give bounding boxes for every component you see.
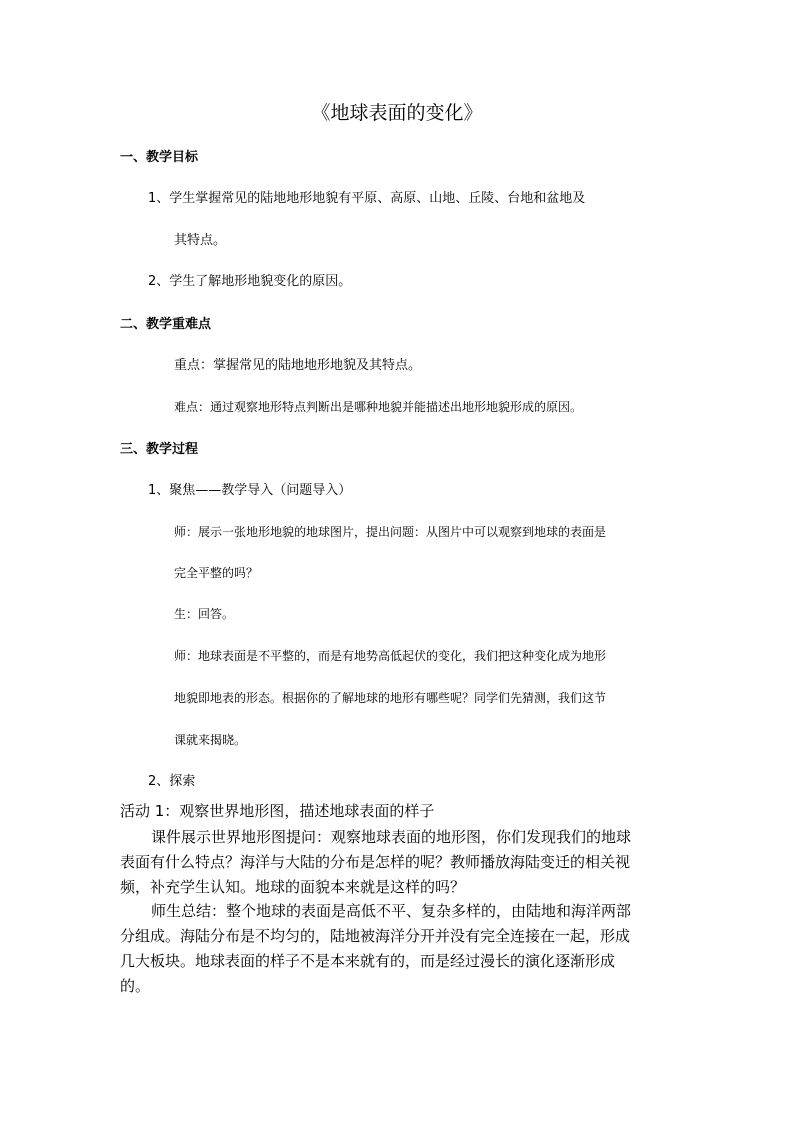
step-2-heading: 2、探索 (148, 774, 196, 789)
courseware-paragraph-line-2: 表面有什么特点？海洋与大陆的分布是怎样的呢？教师播放海陆变迁的相关视 (120, 853, 631, 871)
summary-paragraph-line-1: 师生总结：整个地球的表面是高低不平、复杂多样的，由陆地和海洋两部 (151, 902, 632, 920)
document-title: 《地球表面的变化》 (311, 102, 483, 124)
step-1-heading: 1、聚焦——教学导入（问题导入） (148, 483, 352, 498)
key-point: 重点：掌握常见的陆地地形地貌及其特点。 (174, 358, 422, 373)
objective-2: 2、学生了解地形地貌变化的原因。 (148, 274, 352, 289)
summary-paragraph-line-4: 的。 (120, 977, 151, 995)
teacher-explanation-line-3: 课就来揭晓。 (174, 733, 247, 747)
objective-1-line-1: 1、学生掌握常见的陆地地形地貌有平原、高原、山地、丘陵、台地和盆地及 (148, 191, 586, 206)
section-3-heading: 三、教学过程 (120, 442, 199, 457)
objective-1-line-2: 其特点。 (174, 233, 227, 248)
section-1-heading: 一、教学目标 (120, 150, 199, 165)
section-2-heading: 二、教学重难点 (120, 317, 212, 332)
activity-1-title: 活动 1：观察世界地形图，描述地球表面的样子 (120, 802, 435, 820)
teacher-explanation-line-1: 师：地球表面是不平整的，而是有地势高低起伏的变化，我们把这种变化成为地形 (174, 649, 607, 663)
difficult-point: 难点：通过观察地形特点判断出是哪种地貌并能描述出地形地貌形成的原因。 (174, 400, 583, 414)
teacher-question-line-1: 师：展示一张地形地貌的地球图片，提出问题：从图片中可以观察到地球的表面是 (174, 525, 607, 539)
courseware-paragraph-line-1: 课件展示世界地形图提问：观察地球表面的地形图，你们发现我们的地球 (151, 828, 632, 846)
student-answer: 生：回答。 (174, 607, 235, 621)
teacher-question-line-2: 完全平整的吗？ (174, 566, 259, 580)
summary-paragraph-line-3: 几大板块。地球表面的样子不是本来就有的，而是经过漫长的演化逐渐形成 (120, 952, 616, 970)
courseware-paragraph-line-3: 频，补充学生认知。地球的面貌本来就是这样的吗？ (120, 878, 466, 896)
teacher-explanation-line-2: 地貌即地表的形态。根据你的了解地球的地形有哪些呢？同学们先猜测，我们这节 (174, 691, 607, 705)
summary-paragraph-line-2: 分组成。海陆分布是不均匀的，陆地被海洋分开并没有完全连接在一起，形成 (120, 927, 631, 945)
